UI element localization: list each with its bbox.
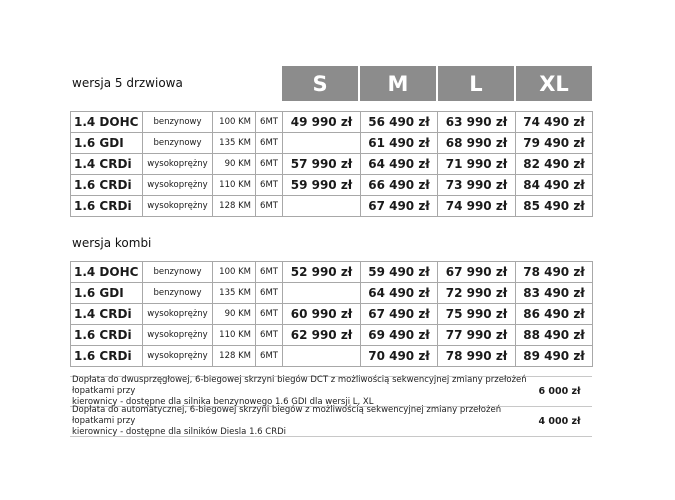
price-s-cell <box>283 133 361 154</box>
table-row <box>71 133 593 154</box>
engine-cell: 1.6 CRDi <box>71 346 143 367</box>
power-cell: 128 KM <box>213 196 256 217</box>
section-title-kombi: wersja kombi <box>72 236 152 250</box>
gearbox-cell: 6MT <box>256 175 283 196</box>
price-table-5-door <box>70 111 593 217</box>
surcharge-description-line: Dopłata do automatycznej, 6-biegowej skrzyni biegów z możliwością sekwencyjnej zmiany przełożeń łopatkami przy <box>72 405 502 426</box>
price-m-cell: 64 490 zł <box>361 154 438 175</box>
trim-header-s: S <box>282 66 358 101</box>
engine-cell: 1.4 CRDi <box>71 304 143 325</box>
price-m-cell: 56 490 zł <box>361 112 438 133</box>
price-s-cell: 59 990 zł <box>283 175 361 196</box>
price-l-cell: 74 990 zł <box>438 196 516 217</box>
price-l-cell: 73 990 zł <box>438 175 516 196</box>
gearbox-cell: 6MT <box>256 196 283 217</box>
price-s-cell: 60 990 zł <box>283 304 361 325</box>
price-l-cell: 63 990 zł <box>438 112 516 133</box>
power-cell: 90 KM <box>213 154 256 175</box>
fuel-type-cell: wysokoprężny <box>143 304 213 325</box>
power-cell: 135 KM <box>213 283 256 304</box>
price-xl-cell: 85 490 zł <box>516 196 593 217</box>
price-m-cell: 70 490 zł <box>361 346 438 367</box>
power-cell: 110 KM <box>213 175 256 196</box>
price-xl-cell: 74 490 zł <box>516 112 593 133</box>
price-m-cell: 61 490 zł <box>361 133 438 154</box>
price-xl-cell: 84 490 zł <box>516 175 593 196</box>
price-m-cell: 69 490 zł <box>361 325 438 346</box>
section-title-5-door: wersja 5 drzwiowa <box>72 76 183 90</box>
price-l-cell: 78 990 zł <box>438 346 516 367</box>
power-cell: 90 KM <box>213 304 256 325</box>
price-xl-cell: 83 490 zł <box>516 283 593 304</box>
gearbox-cell: 6MT <box>256 262 283 283</box>
price-l-cell: 67 990 zł <box>438 262 516 283</box>
gearbox-cell: 6MT <box>256 154 283 175</box>
price-m-cell: 59 490 zł <box>361 262 438 283</box>
price-l-cell: 68 990 zł <box>438 133 516 154</box>
table-row <box>71 262 593 283</box>
table-row <box>71 283 593 304</box>
engine-cell: 1.4 DOHC <box>71 112 143 133</box>
price-l-cell: 71 990 zł <box>438 154 516 175</box>
surcharge-description <box>70 405 527 438</box>
surcharge-amount: 4 000 zł <box>538 416 581 427</box>
price-s-cell: 52 990 zł <box>283 262 361 283</box>
price-table-kombi <box>70 261 593 367</box>
gearbox-cell: 6MT <box>256 304 283 325</box>
surcharge-description-line: kierownicy - dostępne dla silnika benzynowego 1.6 GDI dla wersji L, XL <box>72 397 374 407</box>
fuel-type-cell: wysokoprężny <box>143 346 213 367</box>
engine-cell: 1.4 DOHC <box>71 262 143 283</box>
fuel-type-cell: wysokoprężny <box>143 196 213 217</box>
fuel-type-cell: benzynowy <box>143 133 213 154</box>
price-s-cell: 62 990 zł <box>283 325 361 346</box>
price-xl-cell: 88 490 zł <box>516 325 593 346</box>
table-row <box>71 346 593 367</box>
gearbox-cell: 6MT <box>256 346 283 367</box>
fuel-type-cell: benzynowy <box>143 262 213 283</box>
fuel-type-cell: benzynowy <box>143 283 213 304</box>
engine-cell: 1.6 GDI <box>71 133 143 154</box>
power-cell: 135 KM <box>213 133 256 154</box>
power-cell: 128 KM <box>213 346 256 367</box>
table-row <box>71 175 593 196</box>
power-cell: 110 KM <box>213 325 256 346</box>
gearbox-cell: 6MT <box>256 112 283 133</box>
fuel-type-cell: wysokoprężny <box>143 175 213 196</box>
price-l-cell: 75 990 zł <box>438 304 516 325</box>
trim-header-row <box>282 66 592 101</box>
price-xl-cell: 82 490 zł <box>516 154 593 175</box>
engine-cell: 1.6 GDI <box>71 283 143 304</box>
table-row <box>71 196 593 217</box>
price-m-cell: 67 490 zł <box>361 304 438 325</box>
price-m-cell: 64 490 zł <box>361 283 438 304</box>
surcharge-description-line: kierownicy - dostępne dla silników Diesla 1.6 CRDi <box>72 427 287 437</box>
gearbox-cell: 6MT <box>256 283 283 304</box>
table-row <box>71 304 593 325</box>
surcharge-row-dct <box>70 377 592 407</box>
price-xl-cell: 78 490 zł <box>516 262 593 283</box>
gearbox-cell: 6MT <box>256 325 283 346</box>
fuel-type-cell: benzynowy <box>143 112 213 133</box>
engine-cell: 1.6 CRDi <box>71 325 143 346</box>
price-s-cell: 49 990 zł <box>283 112 361 133</box>
price-m-cell: 66 490 zł <box>361 175 438 196</box>
price-s-cell <box>283 283 361 304</box>
price-m-cell: 67 490 zł <box>361 196 438 217</box>
engine-cell: 1.4 CRDi <box>71 154 143 175</box>
power-cell: 100 KM <box>213 262 256 283</box>
fuel-type-cell: wysokoprężny <box>143 154 213 175</box>
trim-header-xl: XL <box>514 66 592 101</box>
fuel-type-cell: wysokoprężny <box>143 325 213 346</box>
surcharges-list <box>70 376 592 437</box>
table-row <box>71 112 593 133</box>
price-l-cell: 77 990 zł <box>438 325 516 346</box>
price-s-cell: 57 990 zł <box>283 154 361 175</box>
trim-header-m: M <box>358 66 436 101</box>
price-xl-cell: 89 490 zł <box>516 346 593 367</box>
surcharge-amount: 6 000 zł <box>538 386 581 397</box>
engine-cell: 1.6 CRDi <box>71 196 143 217</box>
table-row <box>71 325 593 346</box>
table-row <box>71 154 593 175</box>
surcharge-row-automatic <box>70 407 592 437</box>
surcharge-description <box>70 375 527 408</box>
price-xl-cell: 86 490 zł <box>516 304 593 325</box>
trim-header-l: L <box>436 66 514 101</box>
surcharge-description-line: Dopłata do dwusprzęgłowej, 6-biegowej skrzyni biegów DCT z możliwością sekwencyjnej zmiany przełożeń łopatkami przy <box>72 375 527 396</box>
gearbox-cell: 6MT <box>256 133 283 154</box>
price-s-cell <box>283 346 361 367</box>
price-s-cell <box>283 196 361 217</box>
engine-cell: 1.6 CRDi <box>71 175 143 196</box>
price-l-cell: 72 990 zł <box>438 283 516 304</box>
price-xl-cell: 79 490 zł <box>516 133 593 154</box>
power-cell: 100 KM <box>213 112 256 133</box>
